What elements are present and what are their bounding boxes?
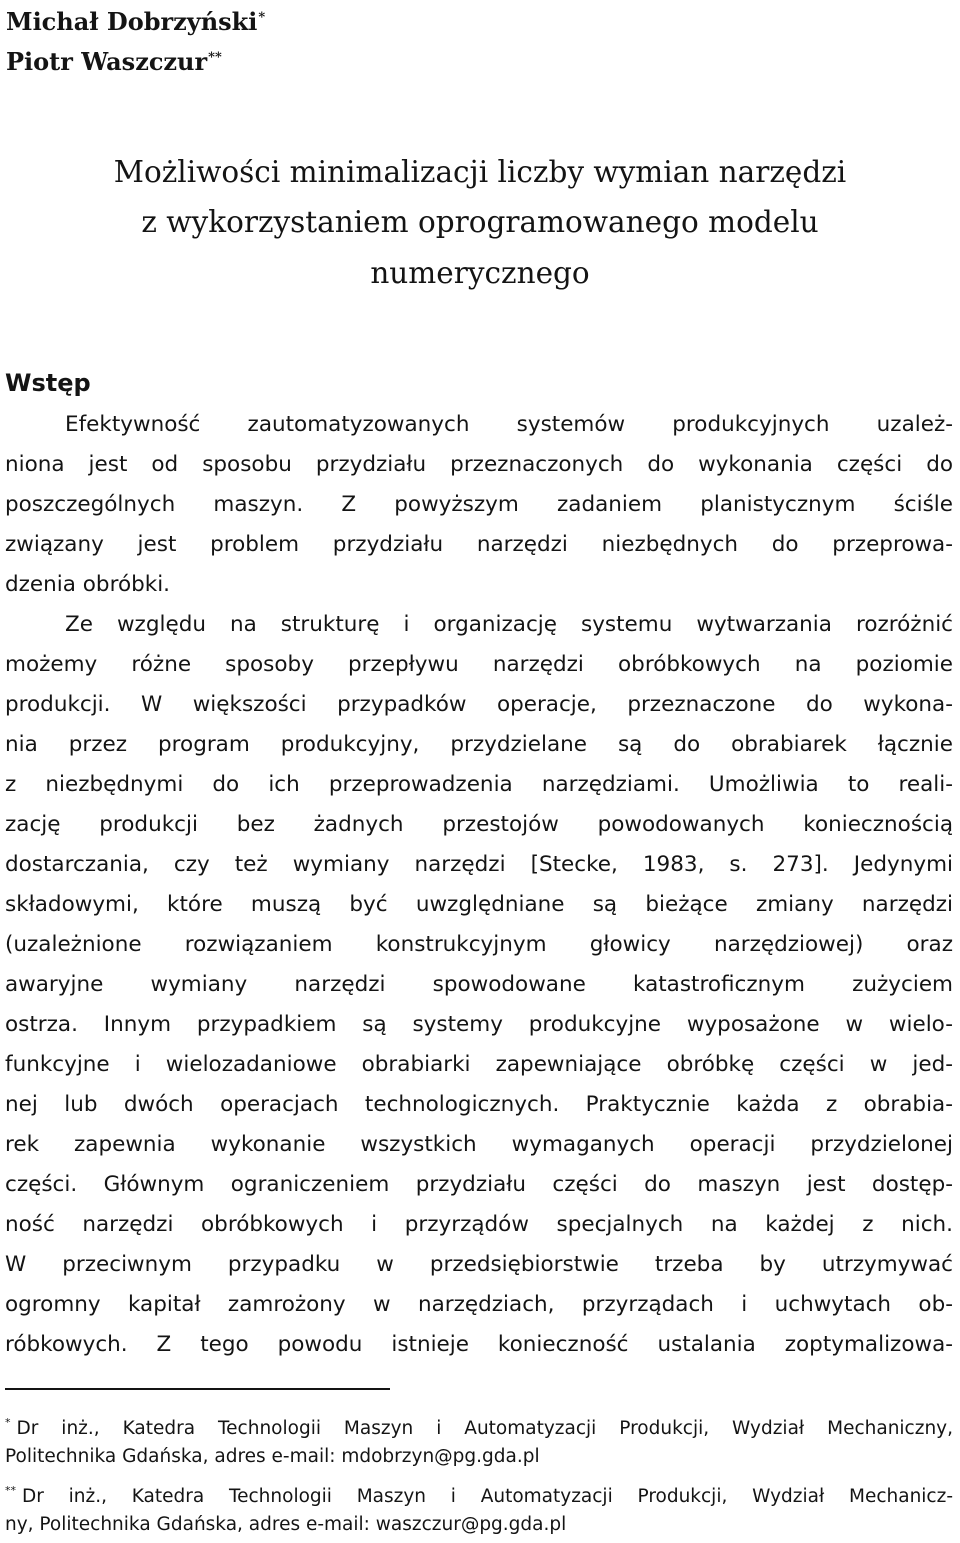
paper-title-line: z wykorzystaniem oprogramowanego modelu [141, 205, 819, 239]
body-line: dzenia obróbki. [5, 572, 170, 597]
author-name [6, 43, 222, 77]
footnote-text: Dr inż., Katedra Technologii Maszyn i Automatyzacji Produkcji, Wydział Mechanicz- [22, 1486, 953, 1507]
body-line: Ze względu na strukturę i organizację systemu wytwarzania rozróżnić [65, 612, 953, 637]
body-line: zację produkcji bez żadnych przestojów powodowanych koniecznością [5, 812, 953, 837]
footnote-line: ny, Politechnika Gdańska, adres e-mail: waszczur@pg.gda.pl [5, 1514, 567, 1535]
body-line: ostrza. Innym przypadkiem są systemy produkcyjne wyposażone w wielo- [5, 1012, 953, 1037]
author-footnote-mark: * [258, 10, 266, 25]
body-line: z niezbędnymi do ich przeprowadzenia narzędziami. Umożliwia to reali- [5, 772, 953, 797]
body-line: możemy różne sposoby przepływu narzędzi obróbkowych na poziomie [5, 652, 953, 677]
body-line: róbkowych. Z tego powodu istnieje konieczność ustalania zoptymalizowa- [5, 1332, 953, 1357]
body-line: dostarczania, czy też wymiany narzędzi [Stecke, 1983, s. 273]. Jedynymi [5, 852, 953, 877]
body-line: części. Głównym ograniczeniem przydziału części do maszyn jest dostęp- [5, 1172, 953, 1197]
body-line: związany jest problem przydziału narzędzi niezbędnych do przeprowa- [5, 532, 953, 557]
body-line: funkcyjne i wielozadaniowe obrabiarki zapewniające obróbkę części w jed- [5, 1052, 953, 1077]
section-heading: Wstęp [5, 369, 91, 397]
footnote-line [5, 1475, 953, 1507]
body-line: awaryjne wymiany narzędzi spowodowane katastroficznym zużyciem [5, 972, 953, 997]
footnote-text: Dr inż., Katedra Technologii Maszyn i Automatyzacji Produkcji, Wydział Mechaniczny, [16, 1418, 953, 1439]
body-line: niona jest od sposobu przydziału przeznaczonych do wykonania części do [5, 452, 953, 477]
body-line: ność narzędzi obróbkowych i przyrządów specjalnych na każdej z nich. [5, 1212, 953, 1237]
footnote-separator [5, 1388, 390, 1390]
body-line: produkcji. W większości przypadków operacje, przeznaczone do wykona- [5, 692, 953, 717]
footnote-mark: ** [5, 1484, 16, 1497]
body-line: Efektywność zautomatyzowanych systemów produkcyjnych uzależ- [65, 412, 953, 437]
paper-title-line: numerycznego [370, 256, 590, 290]
author-name-text: Michał Dobrzyński [6, 7, 258, 36]
body-line: ogromny kapitał zamrożony w narzędziach, przyrządach i uchwytach ob- [5, 1292, 953, 1317]
body-line: rek zapewnia wykonanie wszystkich wymaganych operacji przydzielonej [5, 1132, 953, 1157]
author-footnote-mark: ** [208, 50, 222, 65]
footnote-line [5, 1407, 953, 1439]
footnote-mark: * [5, 1416, 11, 1429]
author-name-text: Piotr Waszczur [6, 47, 208, 76]
body-line: poszczególnych maszyn. Z powyższym zadaniem planistycznym ściśle [5, 492, 953, 517]
body-line: składowymi, które muszą być uwzględniane są bieżące zmiany narzędzi [5, 892, 953, 917]
footnote-line: Politechnika Gdańska, adres e-mail: mdobrzyn@pg.gda.pl [5, 1446, 540, 1467]
author-name [6, 3, 265, 37]
body-line: nej lub dwóch operacjach technologicznych. Praktycznie każda z obrabia- [5, 1092, 953, 1117]
body-line: nia przez program produkcyjny, przydzielane są do obrabiarek łącznie [5, 732, 953, 757]
body-line: (uzależnione rozwiązaniem konstrukcyjnym głowicy narzędziowej) oraz [5, 932, 953, 957]
paper-title-line: Możliwości minimalizacji liczby wymian narzędzi [113, 155, 847, 189]
body-line: W przeciwnym przypadku w przedsiębiorstwie trzeba by utrzymywać [5, 1252, 953, 1277]
